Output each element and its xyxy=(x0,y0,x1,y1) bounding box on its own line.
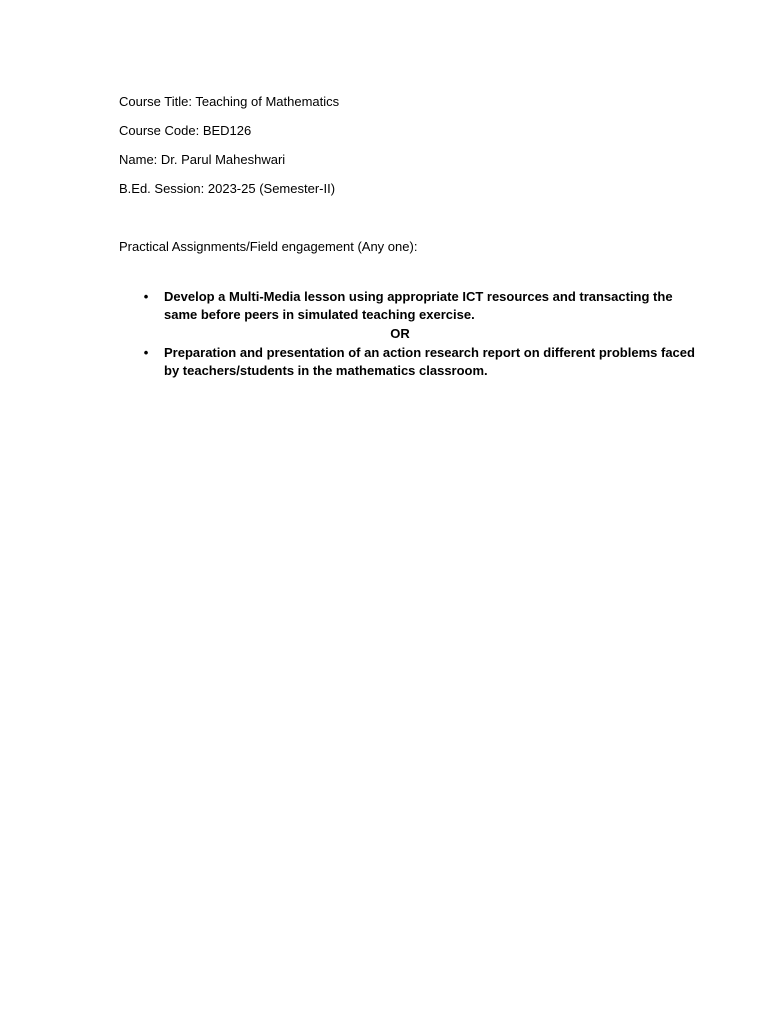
session-info: B.Ed. Session: 2023-25 (Semester-II) xyxy=(119,181,336,196)
list-item xyxy=(140,288,700,324)
practical-heading: Practical Assignments/Field engagement (Any one): xyxy=(119,239,418,254)
assignment-option-2: Preparation and presentation of an action research report on different problems faced by teachers/students in the mathematics classroom. xyxy=(164,345,695,378)
assignment-option-1: Develop a Multi-Media lesson using appropriate ICT resources and transacting the same before peers in simulated teaching exercise. xyxy=(164,289,673,322)
assignment-list xyxy=(140,288,700,380)
instructor-name: Name: Dr. Parul Maheshwari xyxy=(119,152,286,167)
course-code: Course Code: BED126 xyxy=(119,123,252,138)
bullet-icon: • xyxy=(143,289,149,304)
course-title: Course Title: Teaching of Mathematics xyxy=(119,94,340,109)
or-separator: OR xyxy=(390,326,410,341)
list-item xyxy=(140,344,700,380)
bullet-icon: • xyxy=(143,345,149,360)
